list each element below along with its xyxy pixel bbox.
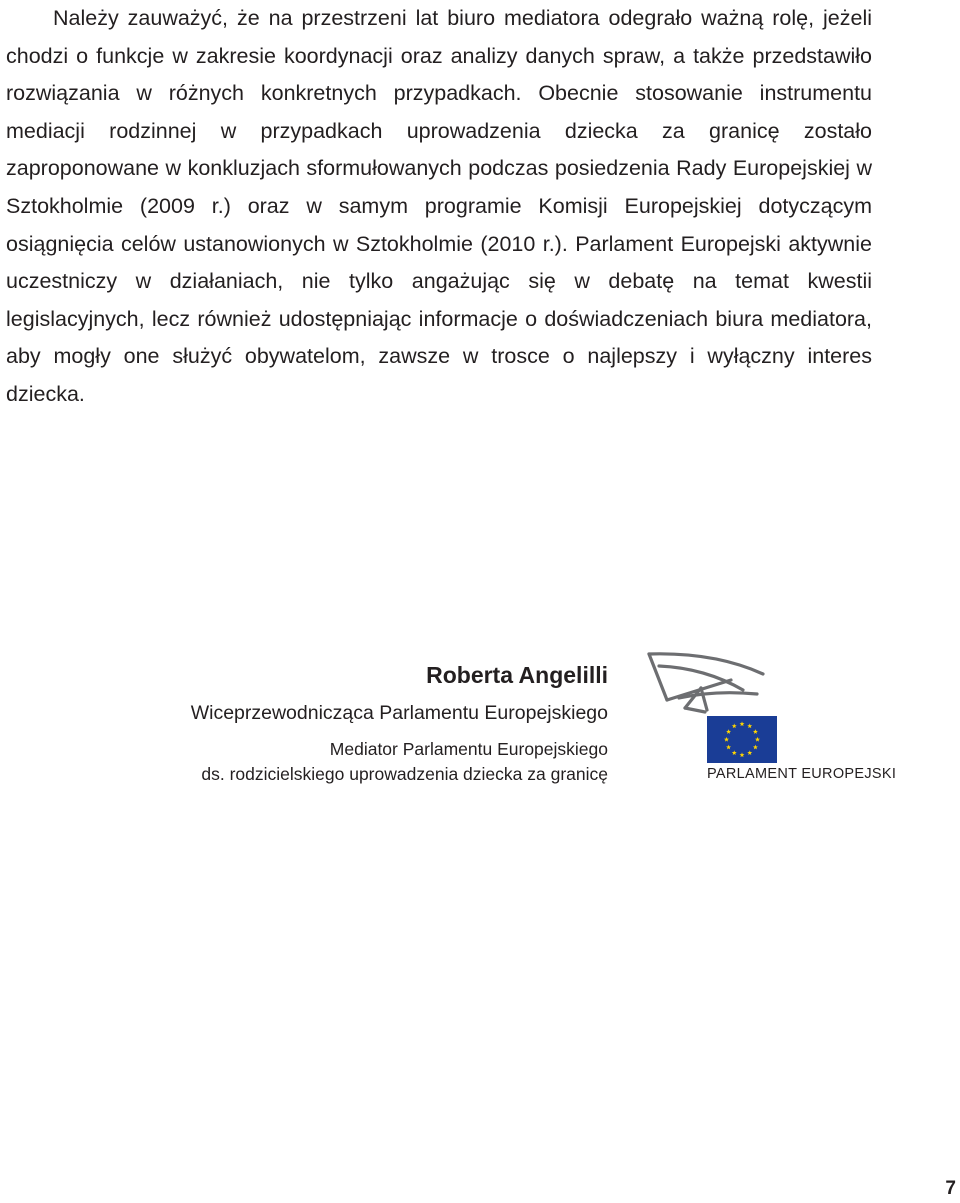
- logo-label: PARLAMENT EUROPEJSKI: [707, 766, 897, 782]
- body-paragraph: Należy zauważyć, że na przestrzeni lat biuro mediatora odegrało ważną rolę, jeżeli chodzi o funkcje w zakresie koordynacji oraz analizy danych spraw, a także przedstawiło rozwiązania w różnych konkretnych przypadkach. Obecnie stosowanie instrumentu mediacji rodzinnej w przypadkach uprowadzenia dziecka za granicę zostało zaproponowane w konkluzjach sformułowanych podczas posiedzenia Rady Europejskiej w Sztokholmie (2009 r.) oraz w samym programie Komisji Europejskiej dotyczącym osiągnięcia celów ustanowionych w Sztokholmie (2010 r.). Parlament Europejski aktywnie uczestniczy w działaniach, nie tylko angażując się w debatę na temat kwestii legislacyjnych, lecz również udostępniając informacje o doświadczeniach biura mediatora, aby mogły one służyć obywatelom, zawsze w trosce o najlepszy i wyłączny interes dziecka.: [6, 6, 872, 406]
- signatory-role: Wiceprzewodnicząca Parlamentu Europejskiego: [190, 702, 608, 724]
- signatory-scope: ds. rodzicielskiego uprowadzenia dziecka za granicę: [201, 764, 608, 784]
- signatory-name: Roberta Angelilli: [426, 662, 608, 688]
- signatory-mediator-title: Mediator Parlamentu Europejskiego: [329, 739, 608, 759]
- signature-block: [191, 660, 608, 786]
- hemicycle-mark: [649, 654, 763, 712]
- page-number: 7: [945, 1178, 956, 1199]
